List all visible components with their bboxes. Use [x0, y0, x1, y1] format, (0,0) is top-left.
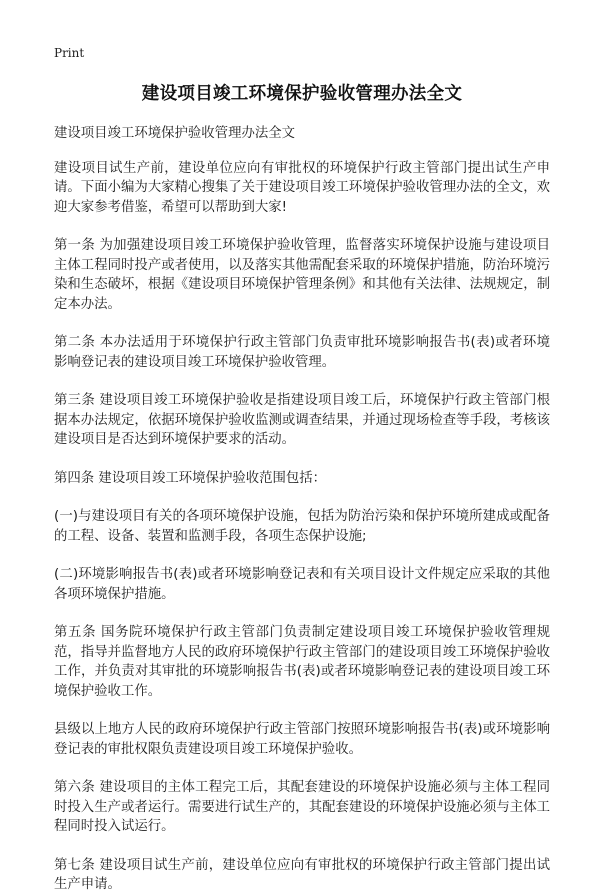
article-4-item-1-paragraph: (一)与建设项目有关的各项环境保护设施，包括为防治污染和保护环境所建成或配备的工程、设备、装置和监测手段，各项生态保护设施;	[54, 509, 550, 544]
article-6-paragraph: 第六条 建设项目的主体工程完工后，其配套建设的环境保护设施必须与主体工程同时投入生产或者运行。需要进行试生产的，其配套建设的环境保护设施必须与主体工程同时投入试运行。	[54, 780, 550, 834]
article-2-paragraph: 第二条 本办法适用于环境保护行政主管部门负责审批环境影响报告书(表)或者环境影响登记表的建设项目竣工环境保护验收管理。	[54, 335, 550, 370]
document-body	[54, 124, 550, 895]
article-3-paragraph: 第三条 建设项目竣工环境保护验收是指建设项目竣工后，环境保护行政主管部门根据本办法规定，依据环境保护验收监测或调查结果，并通过现场检查等手段，考核该建设项目是否达到环境保护要求的活动。	[54, 393, 550, 447]
article-4-paragraph: 第四条 建设项目竣工环境保护验收范围包括：	[54, 470, 327, 486]
article-5-continuation-paragraph: 县级以上地方人民的政府环境保护行政主管部门按照环境影响报告书(表)或环境影响登记表的审批权限负责建设项目竣工环境保护验收。	[54, 722, 550, 757]
article-7-paragraph: 第七条 建设项目试生产前，建设单位应向有审批权的环境保护行政主管部门提出试生产申请。	[54, 857, 550, 892]
print-link[interactable]: Print	[54, 46, 85, 60]
article-5-paragraph: 第五条 国务院环境保护行政主管部门负责制定建设项目竣工环境保护验收管理规范，指导并监督地方人民的政府环境保护行政主管部门的建设项目竣工环境保护验收工作，并负责对其审批的环境影响报告书(表)或者环境影响登记表的建设项目竣工环境保护验收工作。	[54, 625, 550, 699]
document-subtitle: 建设项目竣工环境保护验收管理办法全文	[54, 126, 296, 141]
article-1-paragraph: 第一条 为加强建设项目竣工环境保护验收管理，监督落实环境保护设施与建设项目主体工程同时投产或者使用，以及落实其他需配套采取的环境保护措施，防治环境污染和生态破坏，根据《建设项目环境保护管理条例》和其他有关法律、法规规定，制定本办法。	[54, 238, 550, 312]
document-title: 建设项目竣工环境保护验收管理办法全文	[141, 84, 463, 104]
intro-paragraph: 建设项目试生产前，建设单位应向有审批权的环境保护行政主管部门提出试生产申请。下面小编为大家精心搜集了关于建设项目竣工环境保护验收管理办法的全文，欢迎大家参考借鉴，希望可以帮助到大家!	[54, 160, 550, 215]
article-4-item-2-paragraph: (二)环境影响报告书(表)或者环境影响登记表和有关项目设计文件规定应采取的其他各项环境保护措施。	[54, 567, 550, 602]
